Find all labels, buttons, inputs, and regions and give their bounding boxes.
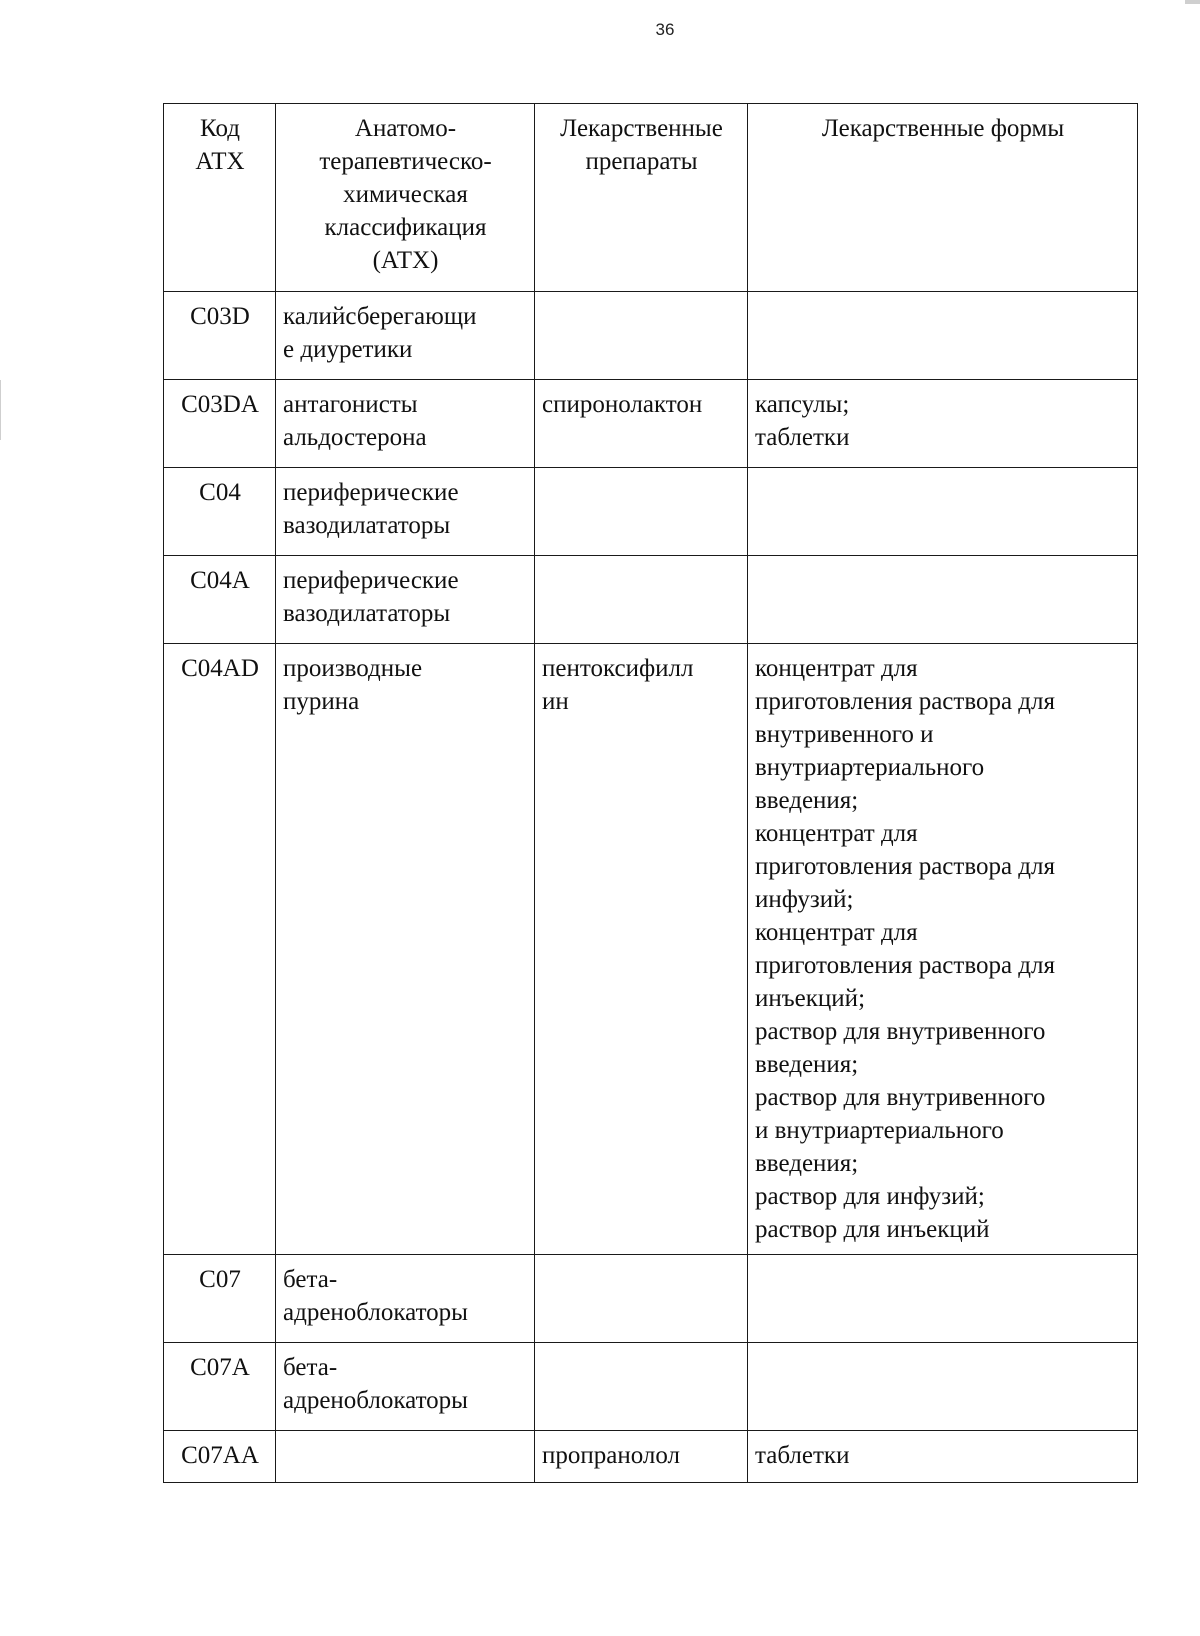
cell-line: пропранолол [542, 1442, 681, 1469]
cell-line: вазодилататоры [283, 512, 451, 539]
cell-code [164, 292, 276, 380]
cell-code [164, 644, 276, 1255]
cell-forms [748, 1255, 1138, 1343]
cell-line: раствор для внутривенного [755, 1084, 1046, 1111]
header-drugs [535, 104, 748, 292]
cell-drug [535, 1343, 748, 1431]
table-row [164, 1431, 1138, 1483]
cell-line: концентрат для [755, 919, 918, 946]
cell-text: C03D [190, 303, 250, 330]
cell-line: антагонисты [283, 391, 418, 418]
cell-line: введения; [755, 787, 859, 814]
atx-classification-table [163, 103, 1138, 1483]
cell-classification [276, 292, 535, 380]
cell-line: производные [283, 655, 423, 682]
cell-line: введения; [755, 1051, 859, 1078]
cell-forms [748, 468, 1138, 556]
header-text: АТХ [195, 148, 245, 175]
table-row [164, 644, 1138, 1255]
header-text: Анатомо- [354, 115, 457, 142]
cell-code [164, 1343, 276, 1431]
header-classification [276, 104, 535, 292]
cell-line: введения; [755, 1150, 859, 1177]
table-row [164, 292, 1138, 380]
cell-line: пурина [283, 688, 360, 715]
header-text: терапевтическо- [319, 148, 492, 175]
cell-code [164, 556, 276, 644]
cell-text: C07AA [181, 1442, 259, 1469]
cell-line: вазодилататоры [283, 600, 451, 627]
cell-classification [276, 644, 535, 1255]
cell-text: C07 [199, 1266, 241, 1293]
cell-line: инъекций; [755, 985, 866, 1012]
cell-classification [276, 1343, 535, 1431]
cell-forms [748, 1431, 1138, 1483]
table-row [164, 468, 1138, 556]
header-text: Лекарственные формы [821, 115, 1065, 142]
cell-line: внутривенного и [755, 721, 934, 748]
cell-line: приготовления раствора для [755, 952, 1055, 979]
cell-line: раствор для внутривенного [755, 1018, 1046, 1045]
cell-classification [276, 1255, 535, 1343]
cell-drug [535, 292, 748, 380]
scan-edge-mark [0, 380, 1, 440]
cell-line: таблетки [755, 424, 850, 451]
table-row [164, 380, 1138, 468]
cell-code [164, 1431, 276, 1483]
scan-edge-mark [1185, 0, 1200, 4]
page-number: 36 [655, 20, 675, 39]
cell-line: раствор для инфузий; [755, 1183, 985, 1210]
cell-line: бета- [283, 1354, 338, 1381]
table-row [164, 1343, 1138, 1431]
cell-line: приготовления раствора для [755, 853, 1055, 880]
cell-drug [535, 468, 748, 556]
header-text: Код [200, 115, 240, 142]
cell-text: C07A [190, 1354, 250, 1381]
cell-forms [748, 292, 1138, 380]
header-text: препараты [585, 148, 698, 175]
cell-line: пентоксифилл [542, 655, 694, 682]
cell-drug [535, 556, 748, 644]
table-header-row [164, 104, 1138, 292]
header-text: классификация [324, 214, 487, 241]
cell-forms [748, 644, 1138, 1255]
cell-line: ин [542, 688, 569, 715]
cell-drug [535, 644, 748, 1255]
cell-drug [535, 1431, 748, 1483]
cell-code [164, 380, 276, 468]
cell-line: периферические [283, 479, 459, 506]
cell-classification [276, 468, 535, 556]
table-row [164, 556, 1138, 644]
cell-forms [748, 380, 1138, 468]
cell-line: концентрат для [755, 820, 918, 847]
cell-text: C04AD [181, 655, 259, 682]
cell-text: C04 [199, 479, 241, 506]
cell-line: адреноблокаторы [283, 1387, 468, 1414]
cell-classification [276, 1431, 535, 1483]
header-text: Лекарственные [560, 115, 723, 142]
cell-line: и внутриартериального [755, 1117, 1004, 1144]
cell-line: альдостерона [283, 424, 427, 451]
header-text: химическая [343, 181, 468, 208]
cell-line: капсулы; [755, 391, 850, 418]
cell-line: приготовления раствора для [755, 688, 1055, 715]
cell-line: раствор для инъекций [755, 1216, 990, 1243]
cell-line: периферические [283, 567, 459, 594]
cell-classification [276, 556, 535, 644]
cell-line: инфузий; [755, 886, 854, 913]
table-body [164, 104, 1138, 1483]
cell-line: концентрат для [755, 655, 918, 682]
cell-drug [535, 1255, 748, 1343]
table-row [164, 1255, 1138, 1343]
cell-text: C04A [190, 567, 250, 594]
cell-code [164, 1255, 276, 1343]
cell-line: бета- [283, 1266, 338, 1293]
cell-text: C03DA [181, 391, 259, 418]
cell-line: е диуретики [283, 336, 413, 363]
header-code [164, 104, 276, 292]
cell-line: спиронолактон [542, 391, 703, 418]
cell-code [164, 468, 276, 556]
cell-classification [276, 380, 535, 468]
header-text: (АТХ) [372, 247, 439, 274]
cell-line: адреноблокаторы [283, 1299, 468, 1326]
cell-line: таблетки [755, 1442, 850, 1469]
cell-line: внутриартериального [755, 754, 985, 781]
cell-forms [748, 556, 1138, 644]
header-forms [748, 104, 1138, 292]
cell-line: калийсберегающи [283, 303, 477, 330]
cell-forms [748, 1343, 1138, 1431]
cell-drug [535, 380, 748, 468]
